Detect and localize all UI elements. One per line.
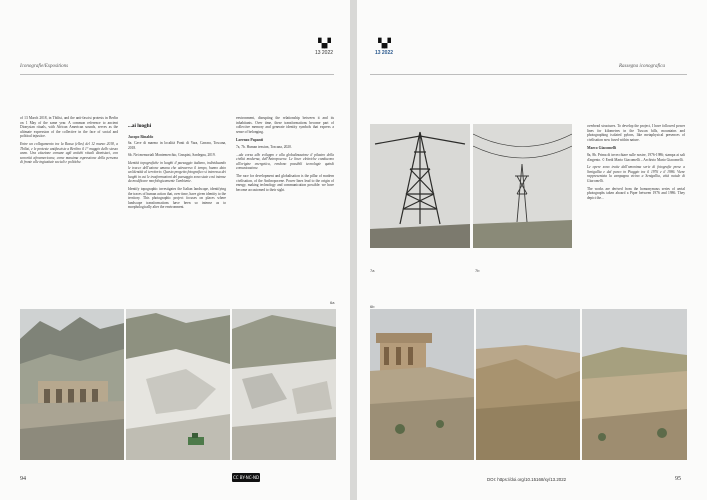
right-page	[357, 0, 707, 500]
right-running-header: Rassegna iconografica	[619, 64, 665, 69]
text-column-2	[128, 116, 226, 213]
pylon-photo-7a	[370, 124, 470, 248]
text-column-right	[587, 124, 685, 203]
left-running-header: Iconografie/Expositions	[20, 64, 69, 69]
author-name: Marco Giacomelli	[587, 146, 617, 151]
paragraph: Le opere sono tratte dall'omonima serie di fotografie prese a Senigallia e dal parco in Piaggio tra il 1976 e il 1986. Viene rappresentata la campagna vicino a Senigallia, città natale di Giacomelli.	[587, 165, 685, 183]
text-column-1	[20, 116, 118, 168]
text-column-3	[236, 116, 334, 195]
logo-icon: ▚▞	[318, 39, 330, 49]
caption: 6a. Cave di marmo in località Ponti di Vara, Carrara, Toscana, 2018.	[128, 141, 226, 150]
issue-label: 13 2022	[374, 50, 394, 56]
header-rule	[370, 74, 687, 75]
logo-icon: ▚▞	[378, 39, 390, 49]
gutter	[350, 0, 357, 500]
paragraph: The works are derived from the homonymous series of aerial photographs taken aboard a Piper between 1976 and 1986. They depict the...	[587, 186, 685, 200]
ruins-photo-2	[476, 309, 580, 460]
author-name: Jacopo Rinaldo	[128, 134, 154, 139]
ruins-photo-3	[582, 309, 687, 460]
paragraph: Entre un collegamento tra la Rassa (elles) del 12 marzo 2018, a Tbilisi, e le proteste antifasciste a Berlino il 1° maggio dello stesso anno. Una citazione comune agli antichi rituali dionisiaci, con sonorità afroamericane, come massima espressione della persona di fronte alle ingiustizie sociali e politiche.	[20, 141, 118, 165]
quarry-photo-1	[20, 309, 124, 460]
paragraph: overhead structures. To develop the project, I have followed power lines for kilometres in the Tuscan hills, mountains and photographing isolated pylons, like metaphysical presences of civilisation now fused within nature.	[587, 124, 685, 142]
paragraph: Identità topografiche in luoghi il paesaggio italiano, individuando le tracce dell'azione umana che attraverso il tempo, hanno dato un'identità al territorio. Questo progetto fotografico si interessa dei luoghi in cui le trasformazioni del paesaggio sono state così intense da modificare morfologicamente l'ambiente.	[128, 160, 226, 184]
figure-label: 7a	[370, 268, 375, 273]
caption: 6b. Nei memoriali Montemerchio, Graspini, Sardegna, 2019.	[128, 153, 216, 158]
quarry-photo-2	[126, 309, 230, 460]
author-name: Lorenzo Papanti	[236, 138, 264, 143]
page-number: 95	[675, 476, 681, 482]
quarry-photo-3	[232, 309, 336, 460]
caption: 8a, 8b. Prima di invecchiare sulle nostre, 1976-1986; stampa ai sali d'argento. © Eredi Mario Giacomelli – Archivio Mario Giacomelli.	[587, 152, 685, 162]
journal-logo-right	[370, 40, 398, 56]
paragraph: ...ala corsa allo sviluppo e alla globalizzazione il pilastro della civiltà moderna, dell'Antropocene. Le linee elettriche conducono all'origine energetica, rendono possibili tecnologie quindi comunicazione.	[236, 152, 334, 171]
left-page	[0, 0, 350, 500]
paragraph: Identify topographic investigates the Italian landscape, identifying the traces of human action that, over time, have given identity to the territory. This photographic project focuses on places where landscape transformations have been so intense as to morphologically alter the environment.	[128, 186, 226, 210]
paragraph: of 13 March 2018, in Tbilisi, and the anti-fascist protests in Berlin on 1 May of the same year. A common reference to ancient Dionysian rituals, with African American sounds, serves as the ultimate expression of the collective in the face of social and political injustice.	[20, 116, 118, 139]
section-heading: ...ai luoghi	[128, 123, 152, 129]
page-number: 94	[20, 476, 26, 482]
journal-logo-left	[310, 40, 338, 56]
paragraph: The race for development and globalisation is the pillar of modern civilisation, of the Anthropocene. Power lines lead to the origin of energy, making technology and communication possible: we have become accustomed to their sight.	[236, 173, 334, 192]
cc-license-badge[interactable]: CC BY-NC-ND	[232, 475, 260, 480]
issue-label: 13 2022	[314, 50, 334, 56]
figure-label: 7b	[475, 268, 480, 273]
header-rule	[20, 74, 334, 75]
pylon-photo-7b	[473, 124, 572, 248]
paragraph: environment, disrupting the relationship between it and its inhabitants. Over time, these transformations become part of collective memory and generate identity symbols that express a sense of belonging.	[236, 116, 334, 134]
figure-label: 6b	[370, 304, 375, 309]
figure-label: 6a	[330, 300, 335, 305]
ruins-photo-1	[370, 309, 474, 460]
doi-link[interactable]: DOI: https://doi.org/10.15168/xy/13.2022	[487, 477, 567, 482]
caption: 7a, 7b. Human tension, Toscana, 2020.	[236, 144, 292, 149]
